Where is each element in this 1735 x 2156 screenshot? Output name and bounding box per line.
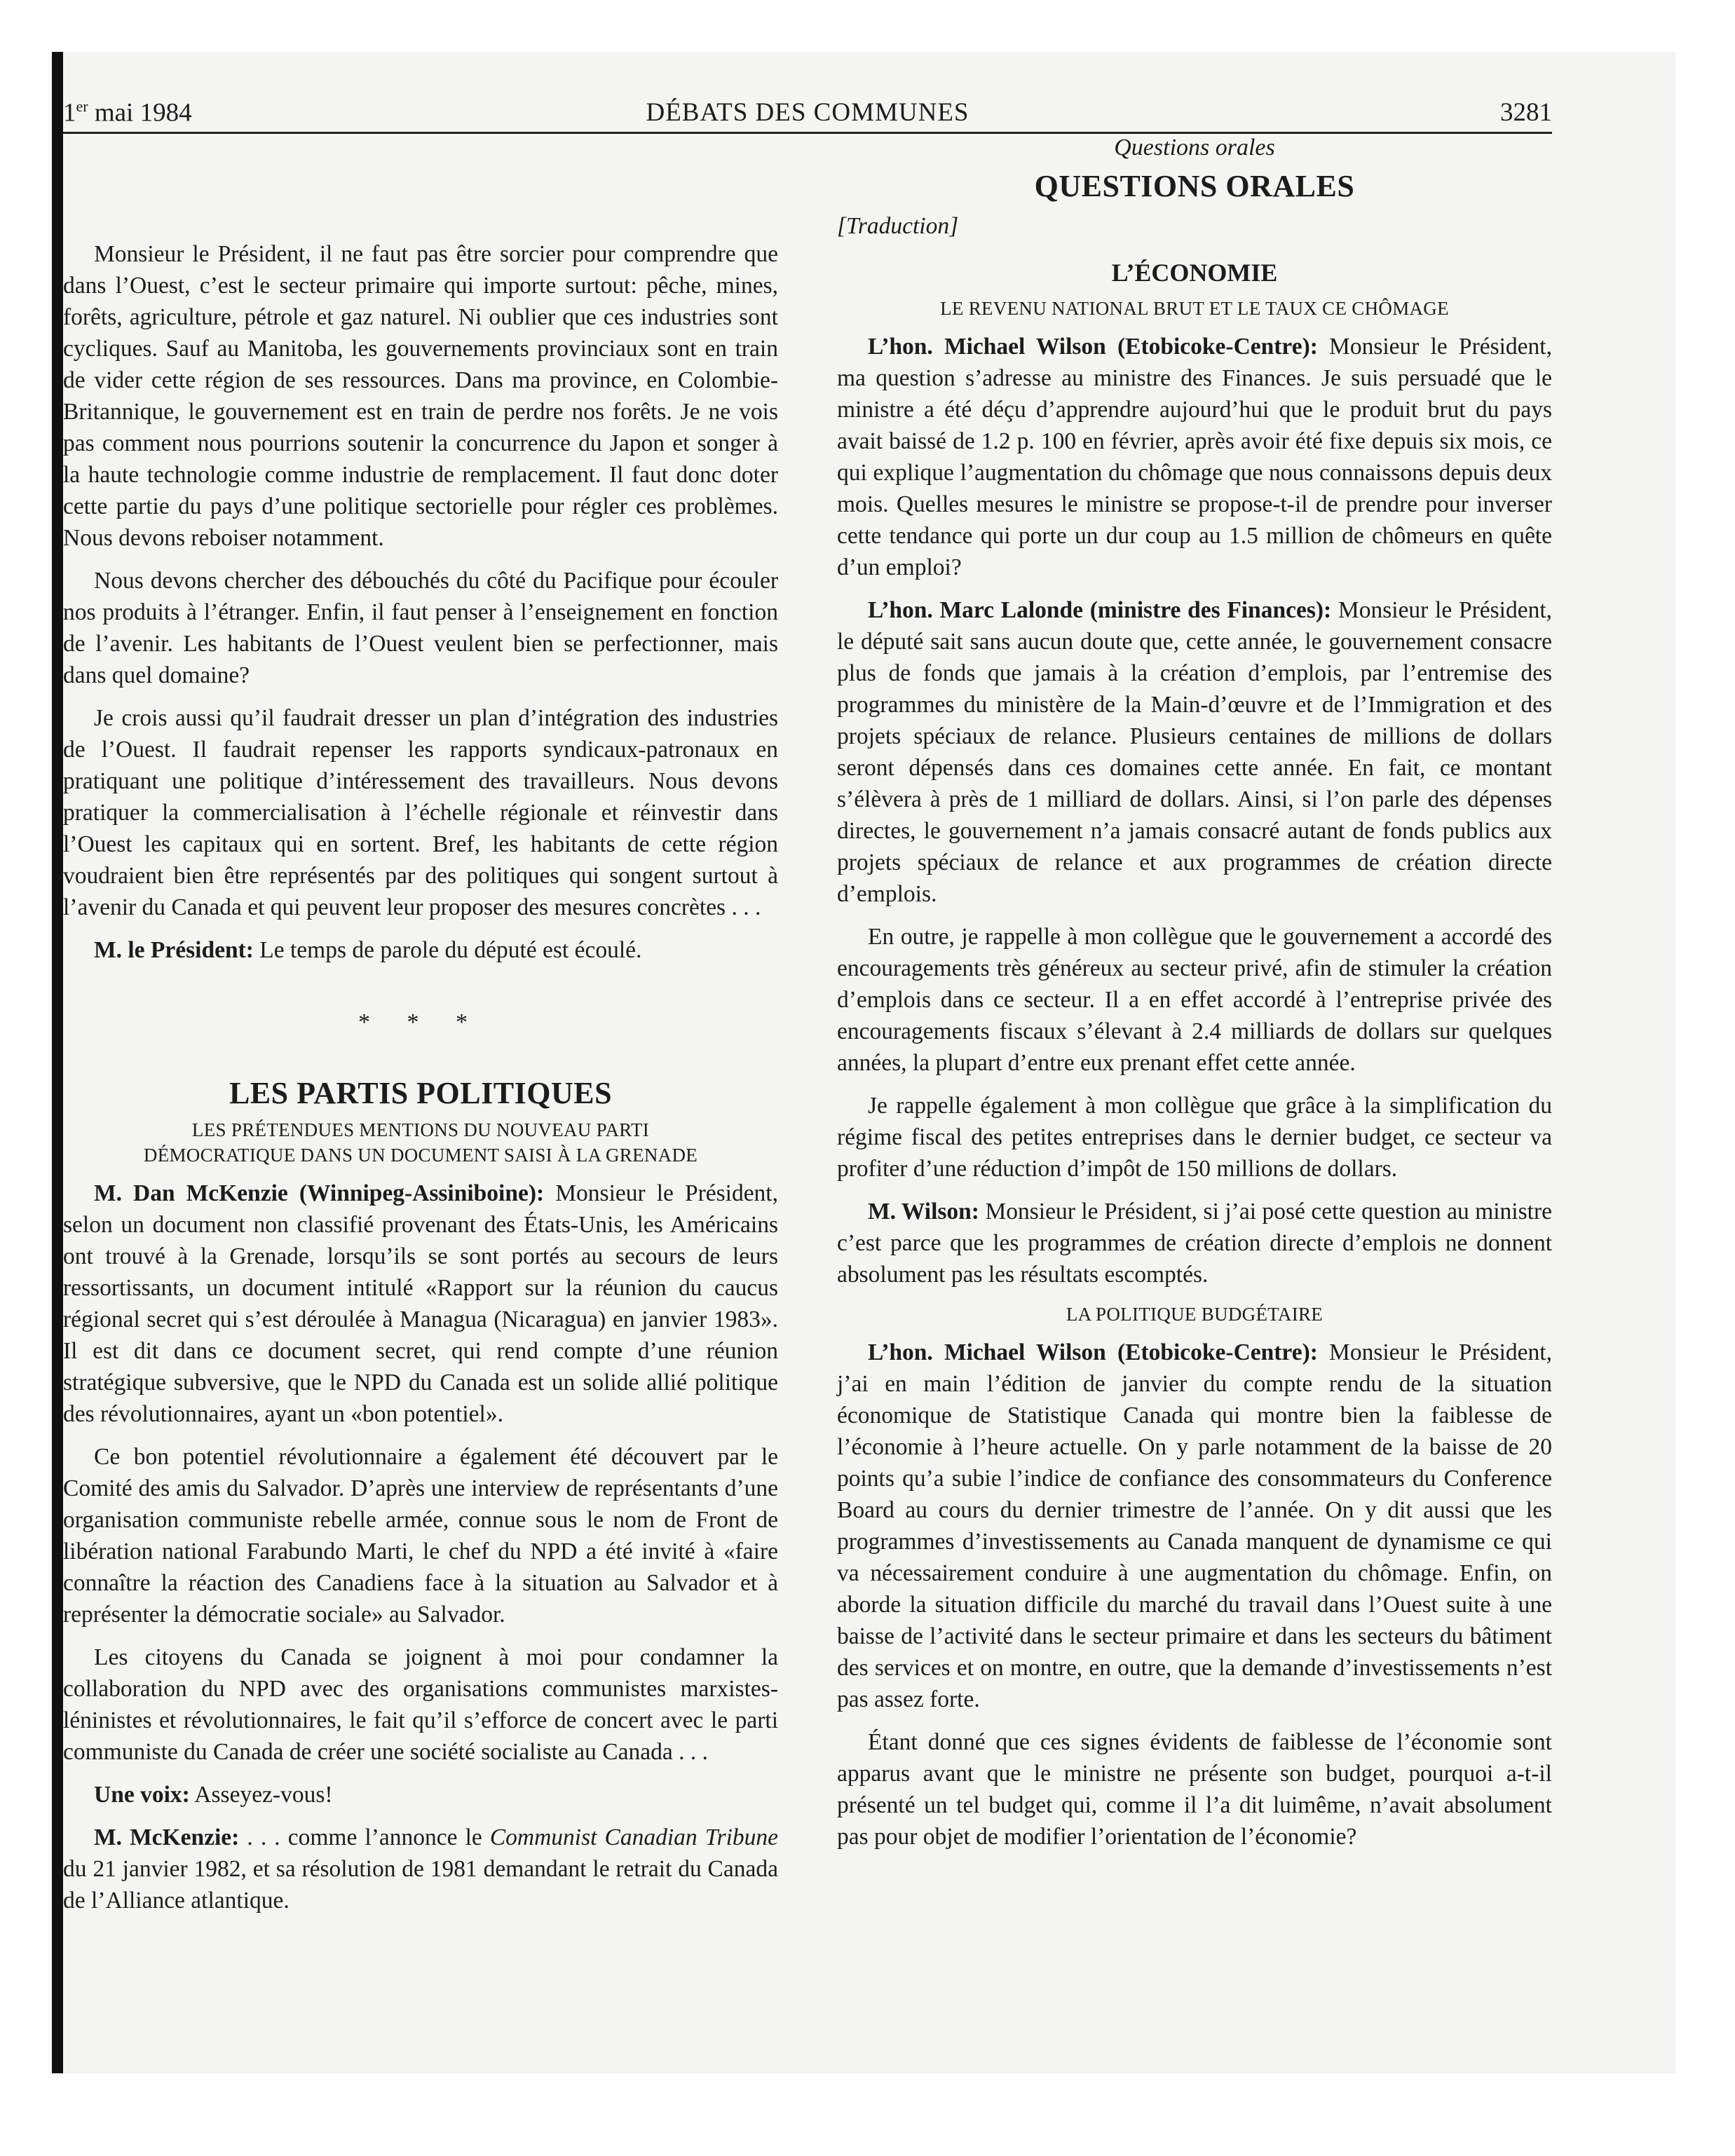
speech-text: Le temps de parole du député est écoulé. (253, 937, 642, 963)
date-day: 1 (63, 98, 76, 127)
speech-text: Asseyez-vous! (189, 1782, 333, 1808)
speaker-name: Une voix: (94, 1782, 190, 1808)
publication-title: Communist Canadian Tribune (489, 1824, 779, 1850)
paragraph: Les citoyens du Canada se joignent à moi pour condamner la collaboration du NPD avec des organisations communistes marxistes-léninistes et révolutionnaires, le fait qu’il s’efforce de concert avec le parti communiste du Canada de créer une société socialiste au Canada . . . (63, 1644, 778, 1765)
translation-note: [Traduction] (837, 213, 959, 239)
section-heading: QUESTIONS ORALES (1034, 169, 1355, 203)
speaker-name: M. McKenzie: (94, 1824, 240, 1850)
topic-heading: L’ÉCONOMIE (1111, 259, 1278, 287)
subsection-heading: LA POLITIQUE BUDGÉTAIRE (1066, 1304, 1324, 1325)
subheading-line-2: DÉMOCRATIQUE DANS UN DOCUMENT SAISI À LA GRENADE (143, 1145, 698, 1166)
paragraph (837, 594, 1552, 910)
paragraph: Je crois aussi qu’il faudrait dresser un plan d’intégration des industries de l’Ouest. Il faudrait repenser les rapports syndicaux-patronaux en pratiquant une politique d’intéressement des travailleurs. Nous devons pratiquer la commercialisation à l’échelle régionale et réinvestir dans l’Ouest les capitaux qui en sortent. Bref, les habitants de cette région voudraient bien être représentés par des politiques qui songent surtout à l’avenir du Canada et qui peuvent leur proposer des mesures concrètes . . . (63, 705, 778, 920)
speaker-name: L’hon. Michael Wilson (Etobicoke-Centre): (868, 334, 1318, 360)
speech-text: Monsieur le Président, j’ai en main l’édition de janvier du compte rendu de la situation économique de Statistique Canada qui montre bien la faiblesse de l’économie à l’heure actuelle. On y parle notamment de la baisse de 20 points qu’a subie l’indice de confiance des consommateurs du Conference Board au cours du dernier trimestre de l’année. On y dit aussi que les programmes d’investissements au Canada manquent de dynamisme ce qui va nécessairement conduire à une augmentation du chômage. Enfin, on aborde la situation difficile du marché du travail dans l’Ouest suite à une baisse de l’activité dans le secteur primaire et dans les secteurs du bâtiment des services et on montre, en outre, que la demande d’investissements n’est pas assez forte. (837, 1339, 1552, 1712)
right-column (837, 132, 1552, 1864)
left-column (63, 238, 778, 1928)
section-heading: LES PARTIS POLITIQUES (229, 1076, 613, 1110)
paragraph (837, 331, 1552, 583)
speech-text: Monsieur le Président, ma question s’adresse au ministre des Finances. Je suis persuadé que le ministre a été déçu d’apprendre aujourd’hui que le produit brut du pays avait baissé de 1.2 p. 100 en février, après avoir été fixe depuis six mois, ce qui explique l’augmentation du chômage que nous connaissons depuis deux mois. Quelles mesures le ministre se propose-t-il de prendre pour inverser cette tendance qui porte un dur coup au 1.5 million de chômeurs en quête d’un emploi? (837, 334, 1552, 580)
page-header (63, 90, 1552, 134)
date-rest: mai 1984 (88, 98, 192, 127)
paragraph: Ce bon potentiel révolutionnaire a également été découvert par le Comité des amis du Salvador. D’après une interview de représentants d’une organisation communiste rebelle armée, connue sous le nom de Front de libération national Farabundo Marti, le chef du NPD a été invité à «faire connaître la réaction des Canadiens face à la situation au Salvador et à représenter la démocratie sociale» au Salvador. (63, 1444, 778, 1628)
paragraph (63, 1178, 778, 1430)
paragraph (837, 1196, 1552, 1290)
speaker-name: M. le Président: (94, 937, 254, 963)
scan-border (52, 52, 63, 2073)
speech-text: Monsieur le Président, si j’ai posé cette question au ministre c’est parce que les programmes de création directe d’emplois ne donnent absolument pas les résultats escomptés. (837, 1199, 1552, 1288)
header-title: DÉBATS DES COMMUNES (646, 98, 969, 127)
speech-text: . . . comme l’annonce le (239, 1824, 490, 1850)
subsection-heading (63, 1117, 778, 1168)
running-head: Questions orales (1114, 135, 1275, 161)
speaker-name: M. Dan McKenzie (Winnipeg-Assiniboine): (94, 1180, 545, 1206)
speech-text: Monsieur le Président, le député sait sans aucun doute que, cette année, le gouvernement consacre plus de fonds que jamais à la création d’emplois, par l’entremise des programmes du ministère de la Main-d’œuvre et de l’Immigration et des projets spéciaux de relance. Plusieurs centaines de millions de dollars seront dépensés dans ces domaines cette année. En fait, ce montant s’élèvera à près de 1 milliard de dollars. Ainsi, si l’on parle des dépenses directes, le gouvernement n’a jamais consacré autant de fonds publics aux projets spéciaux de relance et aux programmes de création directe d’emplois. (837, 597, 1552, 907)
paragraph: Étant donné que ces signes évidents de faiblesse de l’économie sont apparus avant que le ministre ne présente son budget, pourquoi a-t-il présenté un tel budget qui, comme il l’a dit luimême, n’avait absolument pas pour objet de modifier l’orientation de l’économie? (837, 1729, 1552, 1850)
paragraph (63, 1779, 778, 1810)
paragraph: Monsieur le Président, il ne faut pas être sorcier pour comprendre que dans l’Ouest, c’est le secteur primaire qui importe surtout: pêche, mines, forêts, agriculture, pétrole et gaz naturel. Ni oublier que ces industries sont cycliques. Sauf au Manitoba, les gouvernements provinciaux sont en train de vider cette région de ses ressources. Dans ma province, en Colombie-Britannique, le gouvernement est en train de perdre nos forêts. Je ne vois pas comment nous pourrions soutenir la concurrence du Japon et songer à la haute technologie comme industrie de remplacement. Il faut donc doter cette partie du pays d’une politique sectorielle pour régler ces problèmes. Nous devons reboiser notamment. (63, 241, 778, 551)
speaker-name: L’hon. Michael Wilson (Etobicoke-Centre): (868, 1339, 1318, 1365)
paragraph (63, 934, 778, 966)
section-separator: * * * (358, 1009, 483, 1035)
page-number: 3281 (1500, 98, 1552, 127)
speaker-name: M. Wilson: (868, 1199, 979, 1224)
paragraph (837, 1337, 1552, 1715)
paragraph: En outre, je rappelle à mon collègue que le gouvernement a accordé des encouragements très généreux au secteur privé, afin de stimuler la création d’emplois dans ce secteur. Il a en effet accordé à l’entreprise privée des encouragements fiscaux s’élevant à 2.4 milliards de dollars sur quelques années, la plupart d’entre eux prenant effet cette année. (837, 924, 1552, 1076)
paragraph: Nous devons chercher des débouchés du côté du Pacifique pour écouler nos produits à l’étranger. Enfin, il faut penser à l’enseignement en fonction de l’avenir. Les habitants de l’Ouest veulent bien se perfectionner, mais dans quel domaine? (63, 568, 778, 688)
date-suffix: er (76, 97, 88, 115)
subheading-line-1: LES PRÉTENDUES MENTIONS DU NOUVEAU PARTI (191, 1119, 650, 1140)
speech-text: Monsieur le Président, selon un document non classifié provenant des États-Unis, les Américains ont trouvé à la Grenade, lorsqu’ils se sont portés au secours de leurs ressortissants, un document intitulé «Rapport sur la réunion du caucus régional secret qui s’est déroulée à Managua (Nicaragua) en janvier 1983». Il est dit dans ce document secret, qui rend compte d’une réunion stratégique subversive, que le NPD du Canada est un solide allié politique des révolutionnaires, ayant un «bon potentiel». (63, 1180, 778, 1427)
paragraph: Je rappelle également à mon collègue que grâce à la simplification du régime fiscal des petites entreprises dans le dernier budget, ce secteur va profiter d’une réduction d’impôt de 150 millions de dollars. (837, 1093, 1552, 1182)
subsection-heading: LE REVENU NATIONAL BRUT ET LE TAUX CE CHÔMAGE (940, 298, 1449, 319)
paragraph (63, 1822, 778, 1916)
speech-text: du 21 janvier 1982, et sa résolution de 1981 demandant le retrait du Canada de l’Alliance atlantique. (63, 1856, 778, 1913)
speaker-name: L’hon. Marc Lalonde (ministre des Finances): (868, 597, 1332, 623)
